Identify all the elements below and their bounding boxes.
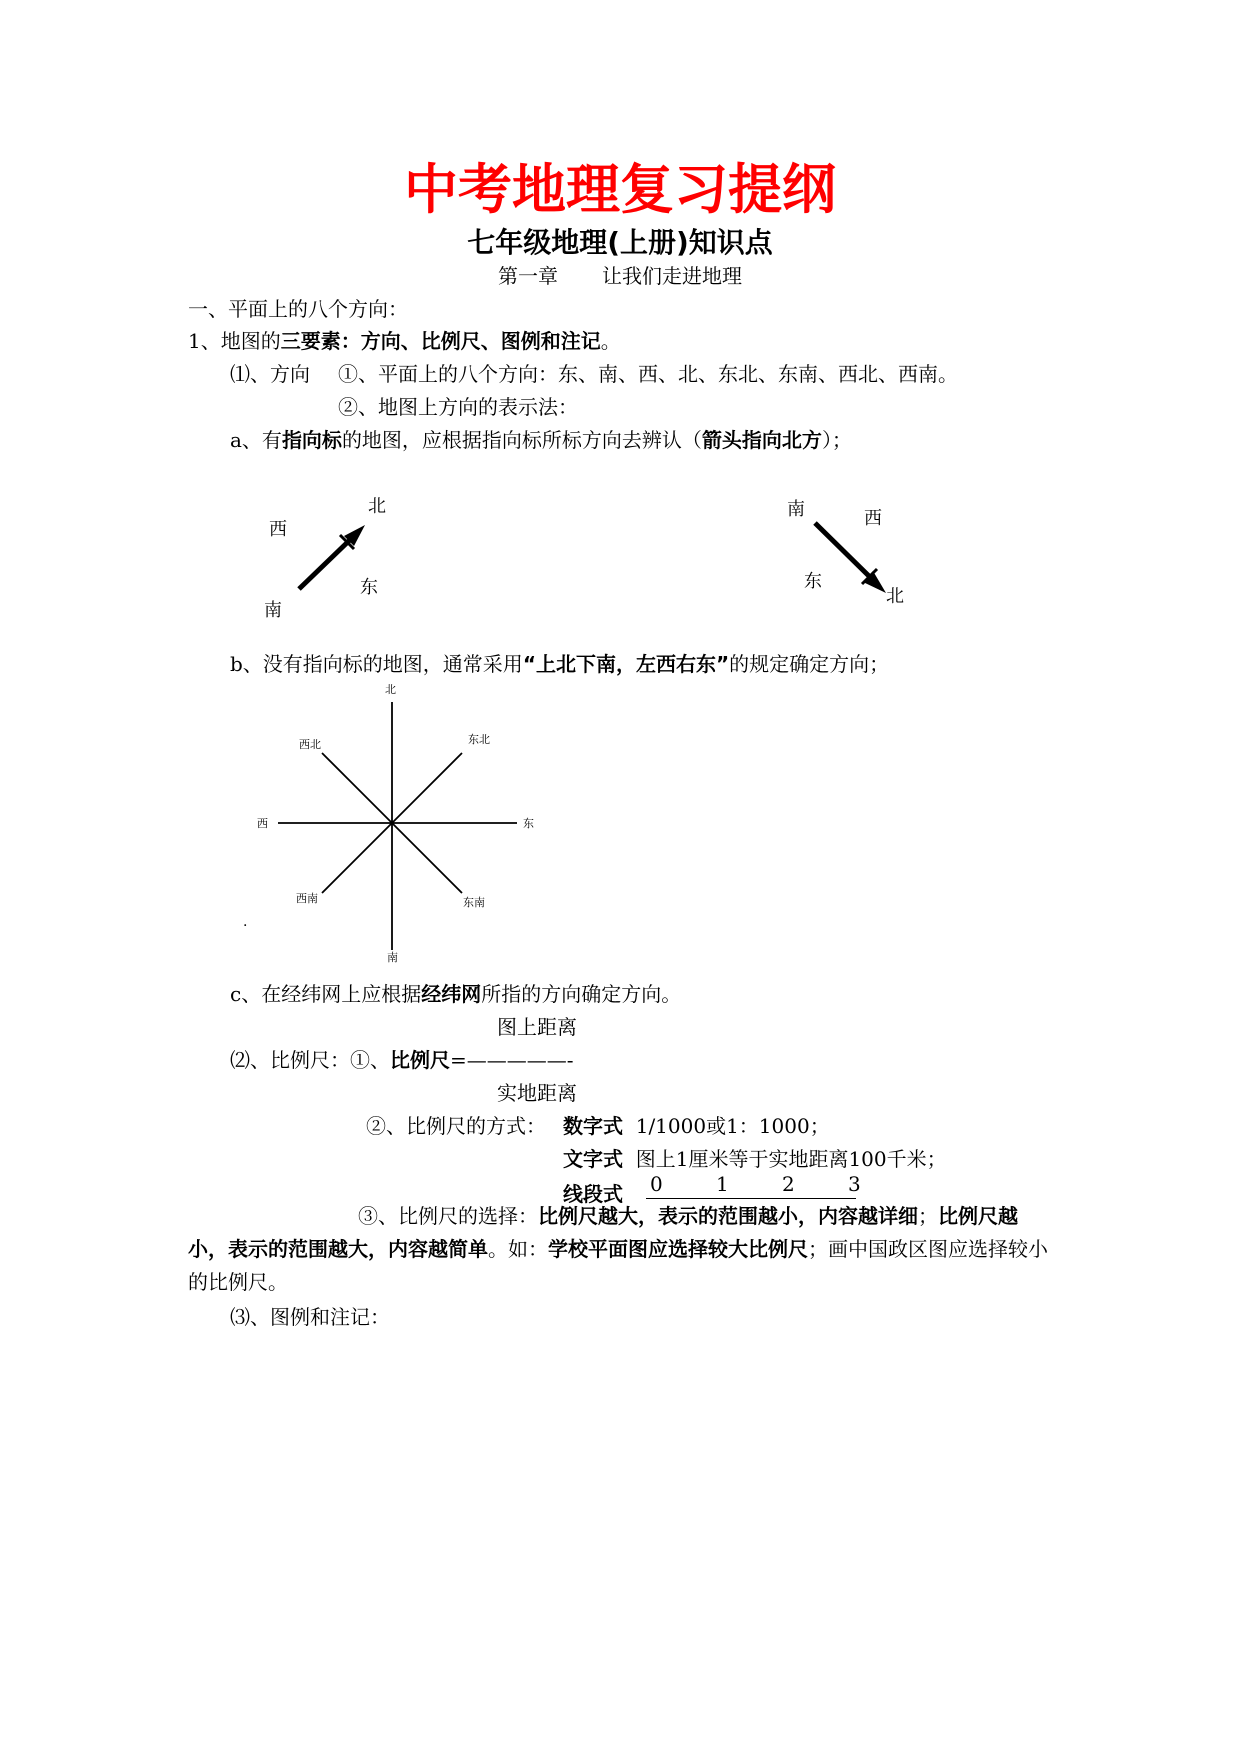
scale-denominator: 实地距离 xyxy=(497,1081,577,1105)
numeric-scale xyxy=(563,1112,830,1140)
line-a-prefix: a、有 xyxy=(230,428,282,452)
line-a-bold-2: 箭头指向北方 xyxy=(701,428,822,452)
linear-scale-tick-2: 2 xyxy=(782,1172,795,1196)
verbal-scale-label: 文字式 xyxy=(563,1147,623,1171)
line-a-suffix: ）； xyxy=(821,428,852,452)
arrow-1-shaft xyxy=(299,536,354,589)
compass-south-label: 南 xyxy=(387,951,398,964)
arrow-2-east-label: 东 xyxy=(804,571,822,592)
line-a-bold-1: 指向标 xyxy=(281,428,342,452)
direction-representation: ②、地图上方向的表示法： xyxy=(338,395,578,419)
scale-definition xyxy=(230,1046,574,1074)
chapter-name: 让我们走进地理 xyxy=(602,264,742,288)
line-c-suffix: 所指的方向确定方向。 xyxy=(481,982,682,1006)
compass-east-label: 东 xyxy=(523,817,534,830)
stray-dot: · xyxy=(243,918,248,934)
verbal-scale-value: 图上1厘米等于实地距离100千米； xyxy=(635,1147,947,1171)
numeric-scale-value: 1/1000或1：1000； xyxy=(635,1114,830,1138)
eight-direction-compass xyxy=(240,680,560,965)
compass-southwest-label: 西南 xyxy=(296,892,318,905)
line-b-suffix: 的规定确定方向； xyxy=(729,652,890,676)
scale-bold: 比例尺 xyxy=(390,1048,450,1072)
scale-ways-label: ②、比例尺的方式： xyxy=(366,1114,546,1138)
line-c xyxy=(230,980,681,1008)
choice-prefix: ③、比例尺的选择： xyxy=(358,1204,538,1228)
item-three-elements xyxy=(188,327,621,355)
eight-directions-text: ①、平面上的八个方向：东、南、西、北、东北、东南、西北、西南。 xyxy=(338,362,958,386)
compass-northeast-label: 东北 xyxy=(468,733,490,746)
item-bold: 三要素：方向、比例尺、图例和注记 xyxy=(280,329,601,353)
linear-scale-label-text: 线段式 xyxy=(563,1182,623,1206)
choice-sep-2: 。如： xyxy=(488,1237,548,1261)
choice-sep-1: ； xyxy=(918,1204,938,1228)
choice-suffix: ；画中国政区图应选择较小的比例尺。 xyxy=(188,1237,1048,1294)
line-c-prefix: c、在经纬网上应根据 xyxy=(230,982,422,1006)
numeric-scale-label: 数字式 xyxy=(563,1114,623,1138)
verbal-scale xyxy=(563,1145,947,1173)
arrow-2-shaft xyxy=(815,523,874,581)
scale-equation: =—————- xyxy=(450,1048,574,1072)
legend-annotation-heading: ⑶、图例和注记： xyxy=(230,1305,390,1329)
linear-scale-tick-1: 1 xyxy=(716,1172,729,1196)
arrow-2-north-label: 北 xyxy=(886,586,904,607)
linear-scale-bar xyxy=(646,1198,856,1199)
scale-label: ⑵、比例尺：①、 xyxy=(230,1048,390,1072)
line-a-middle: 的地图，应根据指向标所标方向去辨认（ xyxy=(341,428,702,452)
line-c-bold: 经纬网 xyxy=(421,982,482,1006)
chapter-heading xyxy=(0,262,1240,290)
arrow-1-south-label: 南 xyxy=(264,600,282,621)
page-subtitle: 七年级地理(上册)知识点 xyxy=(467,226,773,259)
line-b-prefix: b、没有指向标的地图，通常采用 xyxy=(230,652,523,676)
section-heading: 一、平面上的八个方向： xyxy=(188,297,408,321)
compass-north-label: 北 xyxy=(385,683,396,696)
linear-scale-tick-3: 3 xyxy=(848,1172,861,1196)
item-suffix: 。 xyxy=(600,329,621,353)
chapter-number: 第一章 xyxy=(498,264,558,288)
compass-west-label: 西 xyxy=(257,817,268,830)
scale-choice-paragraph xyxy=(188,1200,1048,1299)
arrow-1-north-label: 北 xyxy=(368,496,386,517)
item-prefix: 1、地图的 xyxy=(188,329,281,353)
choice-bold-1: 比例尺越大，表示的范围越小，内容越详细 xyxy=(538,1204,918,1228)
arrow-1-east-label: 东 xyxy=(360,577,378,598)
arrow-2-west-label: 西 xyxy=(864,508,882,529)
compass-northwest-label: 西北 xyxy=(299,738,321,751)
compass-southeast-label: 东南 xyxy=(463,896,485,909)
choice-bold-2: 比例尺越小，表示的范围越大，内容越简单 xyxy=(188,1204,1018,1261)
arrow-1-west-label: 西 xyxy=(269,519,287,540)
choice-bold-3: 学校平面图应选择较大比例尺 xyxy=(548,1237,808,1261)
line-b xyxy=(230,650,889,678)
line-a xyxy=(230,426,852,454)
north-arrow-diagram-1 xyxy=(255,490,405,625)
arrow-2-south-label: 南 xyxy=(787,499,805,520)
north-arrow-diagram-2 xyxy=(782,493,932,613)
page-title: 中考地理复习提纲 xyxy=(404,158,836,221)
direction-label: ⑴、方向 xyxy=(230,362,310,386)
scale-numerator: 图上距离 xyxy=(497,1015,577,1039)
linear-scale-tick-0: 0 xyxy=(650,1172,663,1196)
line-b-bold: “上北下南，左西右东” xyxy=(522,652,730,676)
